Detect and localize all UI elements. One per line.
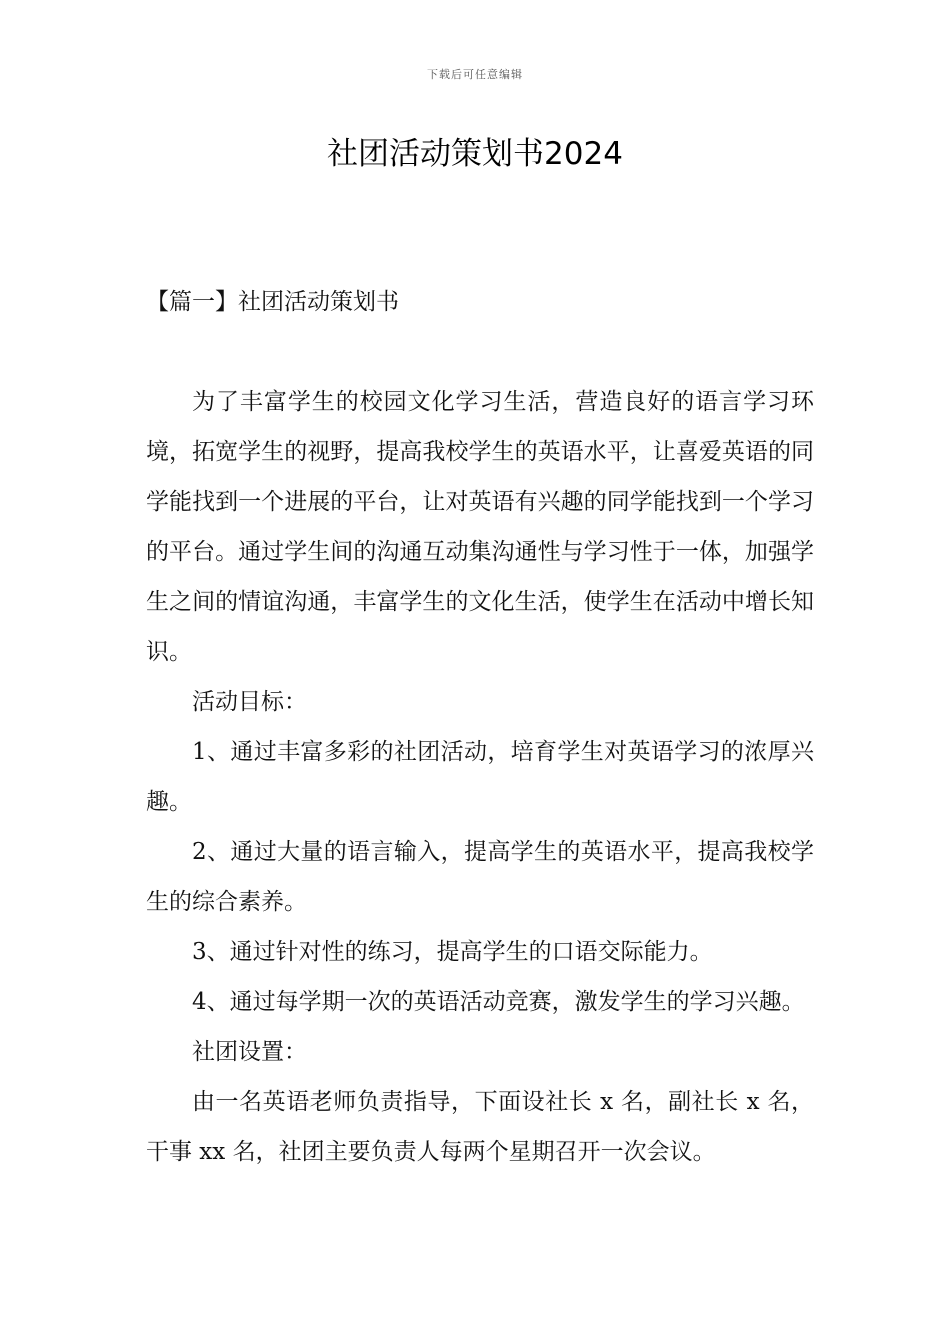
section-heading: 【篇一】社团活动策划书 (146, 289, 399, 315)
paragraph-goals-heading: 活动目标： (192, 689, 307, 715)
paragraph-goal-1: 1、通过丰富多彩的社团活动，培育学生对英语学习的浓厚兴趣。 (146, 739, 814, 815)
paragraph-goal-2: 2、通过大量的语言输入，提高学生的英语水平，提高我校学生的综合素养。 (146, 839, 814, 915)
paragraph-structure-heading: 社团设置： (192, 1039, 307, 1065)
paragraph-goal-4: 4、通过每学期一次的英语活动竞赛，激发学生的学习兴趣。 (192, 989, 805, 1015)
paragraph-goal-3: 3、通过针对性的练习，提高学生的口语交际能力。 (192, 939, 713, 965)
paragraph-intro: 为了丰富学生的校园文化学习生活，营造良好的语言学习环境，拓宽学生的视野，提高我校学生的英语水平，让喜爱英语的同学能找到一个进展的平台，让对英语有兴趣的同学能找到一个学习的平台。通过学生间的沟通互动集沟通性与学习性于一体，加强学生之间的情谊沟通，丰富学生的文化生活，使学生在活动中增长知识。 (146, 389, 814, 665)
document-title: 社团活动策划书2024 (327, 136, 623, 172)
document-body (146, 377, 814, 1177)
header-note: 下载后可任意编辑 (427, 68, 523, 81)
paragraph-structure: 由一名英语老师负责指导，下面设社长 x 名，副社长 x 名，干事 xx 名，社团主要负责人每两个星期召开一次会议。 (146, 1089, 814, 1165)
